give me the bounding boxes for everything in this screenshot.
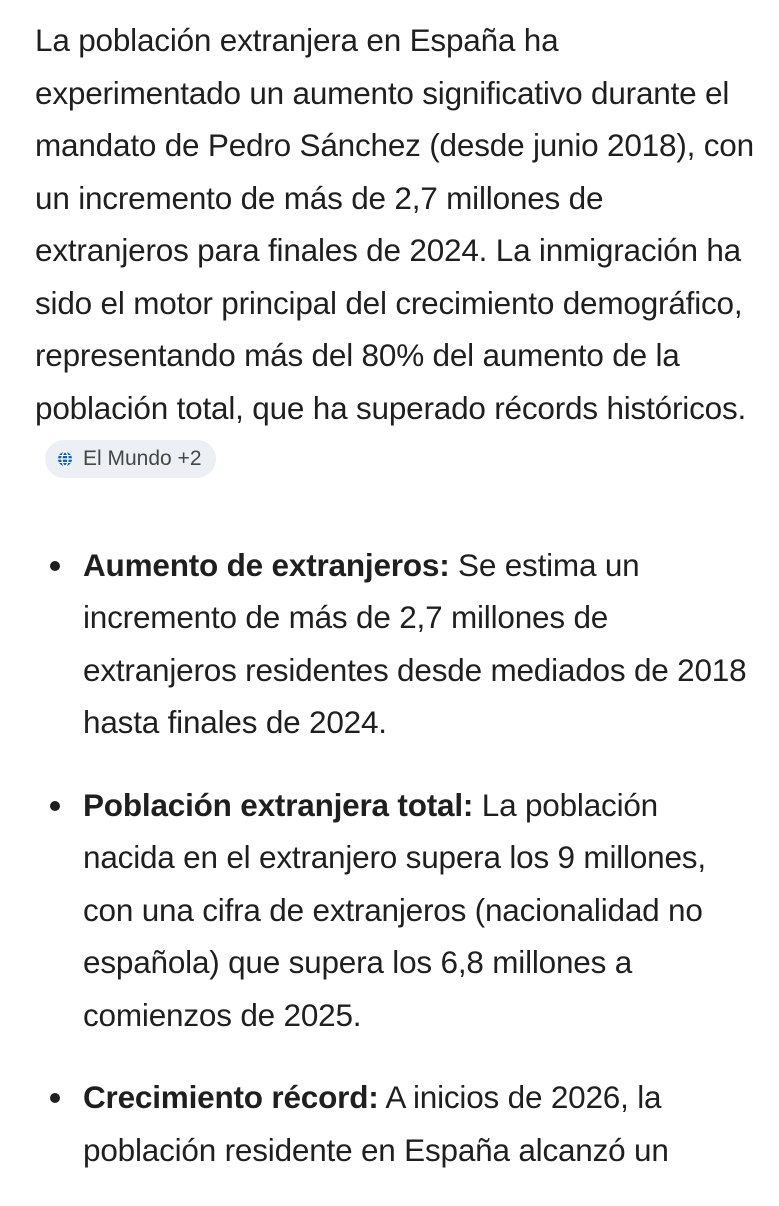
source-chip[interactable] [45, 440, 216, 478]
bullet-term: Crecimiento récord: [83, 1079, 379, 1115]
list-item [35, 1071, 755, 1176]
list-item [35, 779, 755, 1042]
globe-icon [57, 451, 73, 467]
intro-paragraph [35, 14, 755, 487]
bullet-marker [50, 801, 60, 811]
intro-text: La población extranjera en España ha experimentado un aumento significativo durante el mandato de Pedro Sánchez (desde junio 2018), con un incremento de más de 2,7 millones de extranjeros para finales de 2024. La inmigración ha sido el motor principal del crecimiento demográfico, representando más del 80% del aumento de la población total, que ha superado récords históricos. [35, 22, 754, 426]
bullet-term: Aumento de extranjeros: [83, 546, 450, 583]
bullet-marker [50, 561, 60, 571]
bullet-text: La población nacida en el extranjero supera los 9 millones, con una cifra de extranjeros (nacionalidad no española) que supera los 6,8 millones a comienzos de 2025. [83, 786, 706, 1033]
source-chip-label: El Mundo +2 [83, 447, 202, 470]
bullet-marker [50, 1093, 60, 1103]
bullet-text: A inicios de 2026, la población residente en España alcanzó un [83, 1079, 669, 1168]
answer-content [35, 14, 755, 1206]
list-item [35, 539, 755, 749]
bullet-text: Se estima un incremento de más de 2,7 millones de extranjeros residentes desde mediados de 2018 hasta finales de 2024. [83, 546, 747, 740]
bullet-list [35, 539, 755, 1177]
bullet-term: Población extranjera total: [83, 786, 474, 823]
